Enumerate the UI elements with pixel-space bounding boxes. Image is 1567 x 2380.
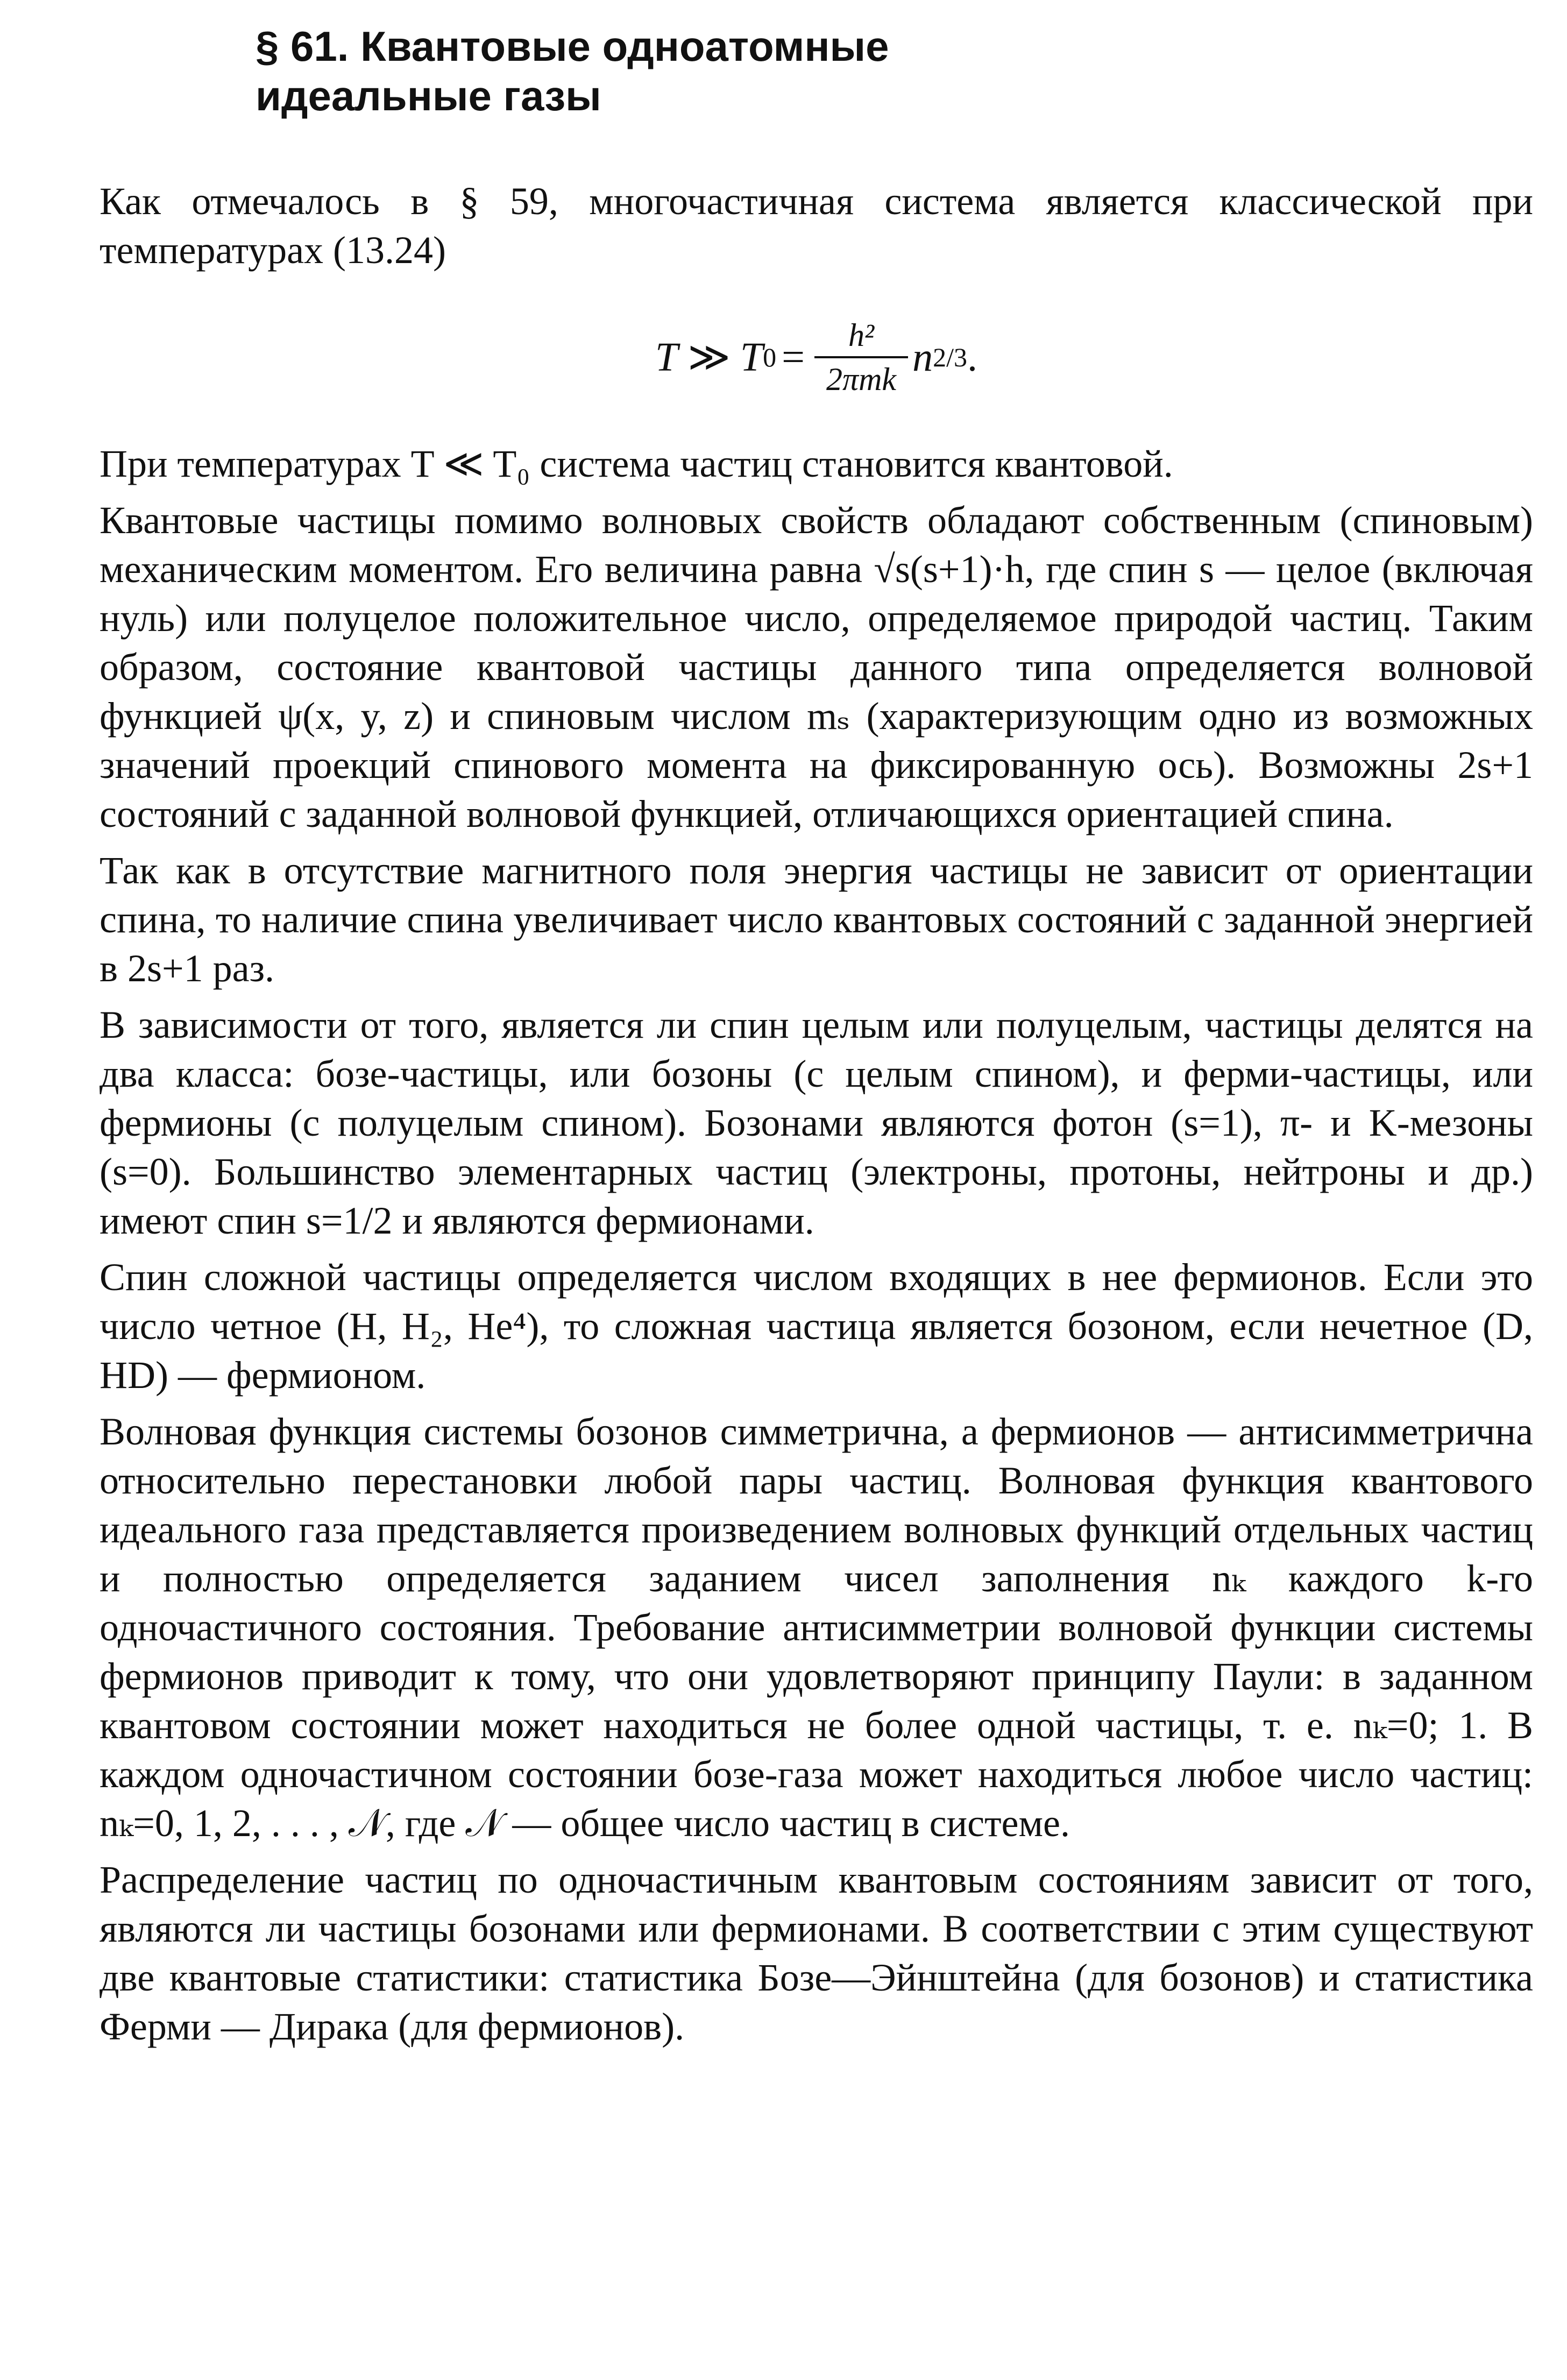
formula-denominator: 2πmk — [814, 356, 908, 400]
paragraph-intro: Как отмечалось в § 59, многочастичная система является классической при температурах (13.24) — [100, 180, 1533, 272]
section-heading-line-2: идеальные газы — [256, 72, 601, 119]
section-heading-line-1: § 61. Квантовые одноатомные — [256, 23, 889, 70]
paragraph-statistics: Распределение частиц по одночастичным квантовым состояниям зависит от того, являются ли частицы бозонами или фермионами. В соответствии с этим существуют две квантовые статистики: статистика Бозе—Эйнштейна (для бозонов) и статистика Ферми — Дирака (для фермионов). — [100, 1858, 1533, 2048]
formula-lhs: T — [655, 334, 678, 380]
formula-numerator: h² — [848, 317, 875, 353]
formula-relation: ≫ — [687, 334, 731, 380]
paragraph-composite-particles: Спин сложной частицы определяется числом входящих в нее фермионов. Если это число четное (H, H₂, He⁴), то сложная частица является бозоном, если нечетное (D, HD) — фермионом. — [100, 1256, 1533, 1397]
section-heading — [256, 22, 1533, 121]
formula-equals: = — [782, 334, 805, 380]
formula-n: n — [912, 334, 933, 380]
formula-t0-subscript: 0 — [763, 342, 777, 372]
paragraph-spin: Квантовые частицы помимо волновых свойств обладают собственным (спиновым) механическим моментом. Его величина равна √s(s+1)·h, где спин s — целое (включая нуль) или полуцелое положительное число, определяемое природой частиц. Таким образом, состояние квантовой частицы данного типа определяется волновой функцией ψ(x, y, z) и спиновым числом mₛ (характеризующим одно из возможных значений проекций спинового момента на фиксированную ось). Возможны 2s+1 состояний с заданной волновой функцией, отличающихся ориентацией спина. — [100, 499, 1533, 835]
formula-t0: T — [740, 334, 763, 380]
paragraph-degeneracy: Так как в отсутствие магнитного поля энергия частицы не зависит от ориентации спина, то наличие спина увеличивает число квантовых состояний с заданной энергией в 2s+1 раз. — [100, 849, 1533, 990]
formula-fraction — [814, 314, 908, 400]
formula-classical-condition — [100, 301, 1533, 414]
formula-n-exponent: 2/3 — [933, 342, 967, 372]
paragraph-quantum-condition: При температурах T ≪ T₀ система частиц становится квантовой. — [100, 442, 1173, 485]
paragraph-wave-function: Волновая функция системы бозонов симметрична, а фермионов — антисимметрична относительно перестановки любой пары частиц. Волновая функция квантового идеального газа представляется произведением волновых функций отдельных частиц и полностью определяется заданием чисел заполнения nₖ каждого k-го одночастичного состояния. Требование антисимметрии волновой функции системы фермионов приводит к тому, что они удовлетворяют принципу Паули: в заданном квантовом состоянии может находиться не более одной частицы, т. е. nₖ=0; 1. В каждом одночастичном состоянии бозе-газа может находиться любое число частиц: nₖ=0, 1, 2, . . . , 𝒩, где 𝒩 — общее число частиц в системе. — [100, 1410, 1533, 1845]
page-content — [100, 22, 1533, 2059]
paragraph-bosons-fermions: В зависимости от того, является ли спин целым или полуцелым, частицы делятся на два класса: бозе-частицы, или бозоны (с целым спином), и ферми-частицы, или фермионы (с полуцелым спином). Бозонами являются фотон (s=1), π- и K-мезоны (s=0). Большинство элементарных частиц (электроны, протоны, нейтроны и др.) имеют спин s=1/2 и являются фермионами. — [100, 1003, 1534, 1242]
formula-end: . — [967, 334, 977, 380]
